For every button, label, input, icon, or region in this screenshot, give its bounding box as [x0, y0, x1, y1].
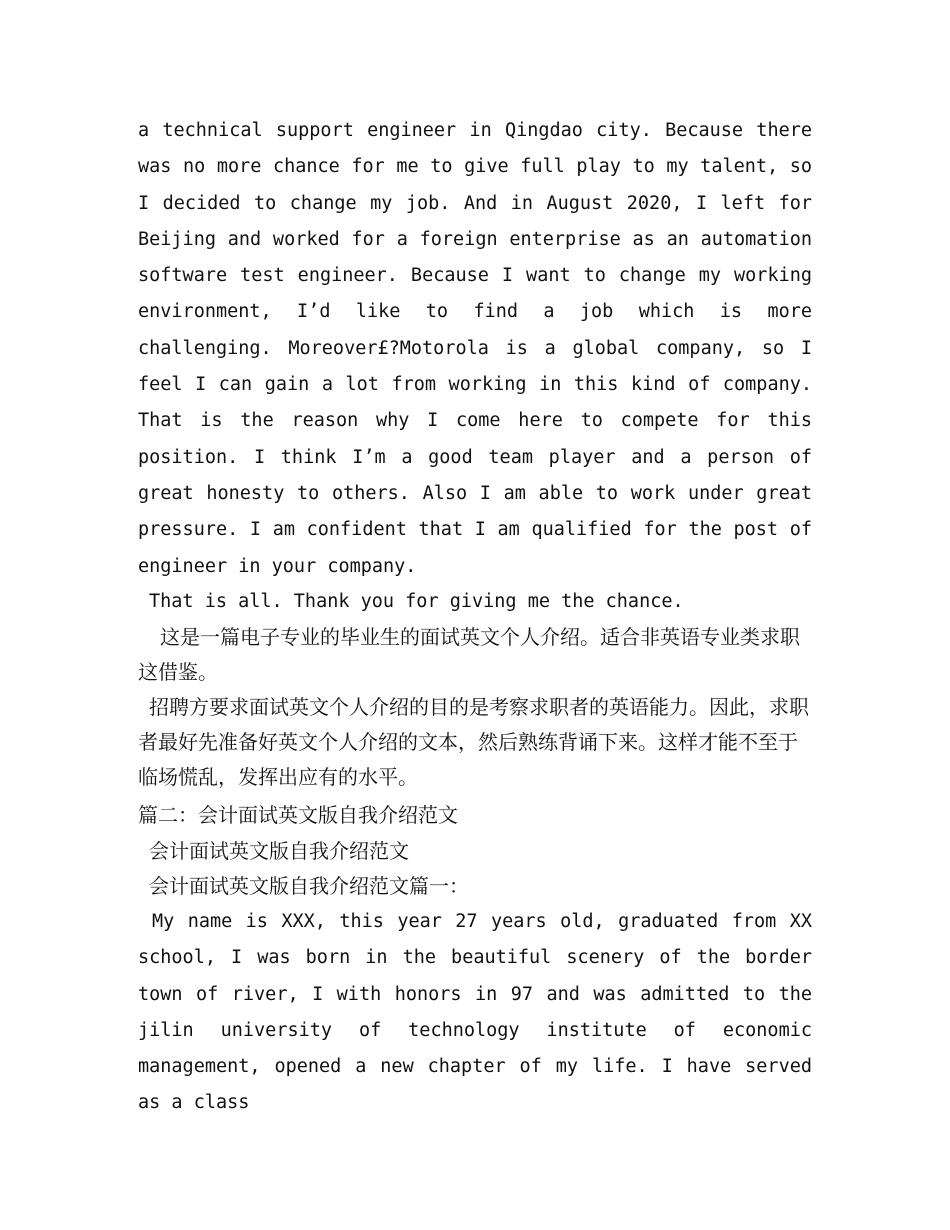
heading-text: 篇二：会计面试英文版自我介绍范文 [138, 803, 458, 827]
body-paragraph-5 [138, 904, 812, 1122]
body-paragraph-1 [138, 113, 812, 585]
paragraph-text: 这是一篇电子专业的毕业生的面试英文个人介绍。适合非英语专业类求职这借鉴。 [138, 625, 800, 684]
body-paragraph-2 [138, 584, 812, 620]
heading-text: 会计面试英文版自我介绍范文 [149, 839, 409, 863]
heading-text: 会计面试英文版自我介绍范文篇一： [149, 874, 469, 898]
paragraph-text: 招聘方要求面试英文个人介绍的目的是考察求职者的英语能力。因此，求职者最好先准备好英文个人介绍的文本，然后熟练背诵下来。这样才能不至于临场慌乱，发挥出应有的水平。 [138, 695, 809, 789]
paragraph-text: My name is XXX, this year 27 years old, graduated from XX school, I was born in the beautiful scenery of the border town of river, I with honors in 97 and was admitted to the jilin university of technology institute of economic management, opened a new chapter of my life. I have served as a class [138, 911, 812, 1114]
body-paragraph-3 [138, 620, 812, 690]
paragraph-text: a technical support engineer in Qingdao city. Because there was no more chance for me to give full play to my talent, so I decided to change my job. And in August 2020, I left for Beijing and worked for a foreign enterprise as an automation software test engineer. Because I want to change my working environment, I’d like to find a job which is more challenging. Moreover£?Motorola is a global company, so I feel I can gain a lot from working in this kind of company. That is the reason why I come here to compete for this position. I think I’m a good team player and a person of great honesty to others. Also I am able to work under great pressure. I am confident that I am qualified for the post of engineer in your company. [138, 120, 812, 577]
section-heading-3 [138, 869, 812, 904]
body-paragraph-4 [138, 690, 812, 795]
section-heading-1 [138, 798, 812, 833]
section-heading-2 [138, 834, 812, 869]
paragraph-text: That is all. Thank you for giving me the chance. [149, 591, 684, 612]
